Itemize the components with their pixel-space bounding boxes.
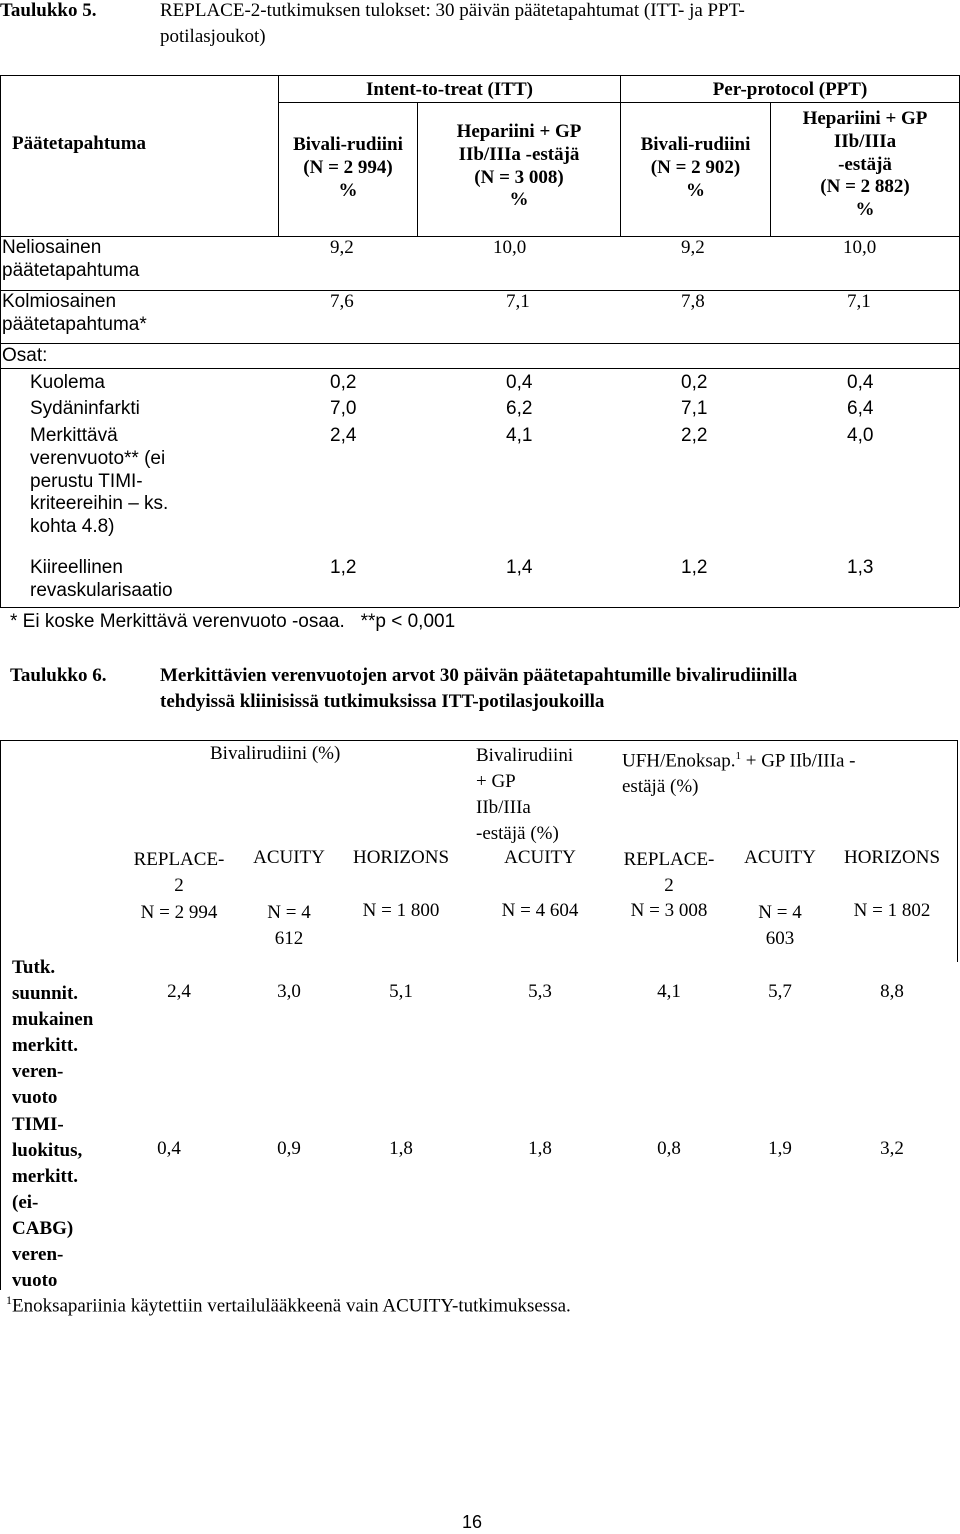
cell-value: 5,1 [389,981,413,1002]
cell-value: 0,2 [681,372,708,393]
cell-value: 9,2 [681,237,705,258]
table5-title-line1: REPLACE-2-tutkimuksen tulokset: 30 päivän päätetapahtumat (ITT- ja PPT- [160,0,745,21]
itt-bivalirudin-header: Bivali-rudiini (N = 2 994) % [293,134,403,201]
cell-value: 1,9 [768,1138,792,1159]
cell-value: 8,8 [880,981,904,1002]
footnote-text: Enoksapariinia käytettiin vertailulääkkeenä vain ACUITY-tutkimuksessa. [12,1295,571,1317]
n-count: N = 4 604 [501,900,579,921]
cell-value: 10,0 [843,237,877,258]
cell-value: 2,4 [330,425,357,446]
table5-footnote: * Ei koske Merkittävä verenvuoto -osaa. **p < 0,001 [10,611,456,632]
cell-value: 0,2 [330,372,357,393]
itt-header: Intent-to-treat (ITT) [366,79,533,100]
study-horizons: HORIZONS [843,847,941,868]
cell-value: 6,4 [847,398,874,419]
row-label-quadruple-endpoint: Neliosainen päätetapahtuma [2,237,140,281]
footnote-ref: 1 [735,750,741,762]
cell-value: 1,8 [528,1138,552,1159]
table5-title-line2: potilasjoukot) [160,26,266,47]
table6-label: Taulukko 6. [10,665,107,686]
cell-value: 6,2 [506,398,533,419]
cell-value: 2,4 [167,981,191,1002]
row-label-protocol-bleeding: Tutk. suunnit. mukainen merkitt. veren- vuoto [12,957,94,1108]
itt-heparin-header: Hepariini + GP IIb/IIIa -estäjä (N = 3 008) % [456,121,582,211]
cell-value: 4,1 [506,425,533,446]
row-label-timi-bleeding: TIMI- luokitus, merkitt. (ei- CABG) veren- vuoto [12,1114,83,1291]
n-count: N = 1 802 [853,900,931,921]
study-acuity: ACUITY [744,847,816,868]
cell-value: 0,9 [277,1138,301,1159]
group-header-ufh-gp [622,743,855,800]
ppt-header: Per-protocol (PPT) [712,79,868,100]
row-label-major-bleeding: Merkittävä verenvuoto** (ei perustu TIMI- kriteereihin – ks. kohta 4.8) [30,425,169,538]
study-horizons: HORIZONS [352,847,450,868]
cell-value: 7,1 [681,398,708,419]
n-count: N = 4 603 [758,902,802,949]
study-replace2: REPLACE- 2 [133,849,225,896]
n-count: N = 1 800 [362,900,440,921]
cell-value: 10,0 [493,237,527,258]
study-acuity: ACUITY [504,847,576,868]
group-header-bivalirudin-gp: Bivalirudiini + GP IIb/IIIa -estäjä (%) [476,745,574,844]
table6-footnote [6,1293,571,1318]
cell-value: 2,2 [681,425,708,446]
cell-value: 3,2 [880,1138,904,1159]
cell-value: 7,1 [506,291,530,312]
cell-value: 0,4 [506,372,533,393]
page-number: 16 [462,1512,483,1532]
row-label-mi: Sydäninfarkti [30,398,140,419]
ufh-suffix: + GP IIb/IIIa - estäjä (%) [622,750,856,798]
n-count: N = 4 612 [267,902,311,949]
cell-value: 1,2 [330,557,357,578]
cell-value: 4,0 [847,425,874,446]
cell-value: 5,3 [528,981,552,1002]
table6-title-line1: Merkittävien verenvuotojen arvot 30 päivän päätetapahtumille bivalirudiinilla [160,665,798,686]
cell-value: 5,7 [768,981,792,1002]
row-label-revascularization: Kiireellinen revaskularisaatio [30,557,173,601]
ufh-label: UFH/Enoksap. [622,750,736,772]
cell-value: 3,0 [277,981,301,1002]
table6-title-line2: tehdyissä kliinisissä tutkimuksissa ITT-potilasjoukoilla [160,691,605,712]
table5-label: Taulukko 5. [0,0,97,21]
cell-value: 1,3 [847,557,874,578]
cell-value: 0,4 [157,1138,181,1159]
ppt-bivalirudin-header: Bivali-rudiini (N = 2 902) % [640,134,751,201]
study-acuity: ACUITY [253,847,325,868]
footnote-marker: 1 [6,1293,12,1307]
cell-value: 1,8 [389,1138,413,1159]
cell-value: 0,4 [847,372,874,393]
cell-value: 7,1 [847,291,871,312]
group-header-bivalirudin: Bivalirudiini (%) [210,743,341,764]
ppt-heparin-header: Hepariini + GP IIb/IIIa -estäjä (N = 2 882) % [802,108,928,221]
cell-value: 7,6 [330,291,354,312]
cell-value: 7,8 [681,291,705,312]
cell-value: 1,4 [506,557,533,578]
study-replace2: REPLACE- 2 [623,849,715,896]
row-label-triple-endpoint: Kolmiosainen päätetapahtuma* [2,291,147,335]
endpoint-header: Päätetapahtuma [12,133,147,154]
cell-value: 4,1 [657,981,681,1002]
cell-value: 9,2 [330,237,354,258]
cell-value: 1,2 [681,557,708,578]
n-count: N = 2 994 [140,902,218,923]
cell-value: 0,8 [657,1138,681,1159]
row-label-death: Kuolema [30,372,105,393]
n-count: N = 3 008 [630,900,708,921]
cell-value: 7,0 [330,398,357,419]
row-label-components: Osat: [2,345,48,366]
